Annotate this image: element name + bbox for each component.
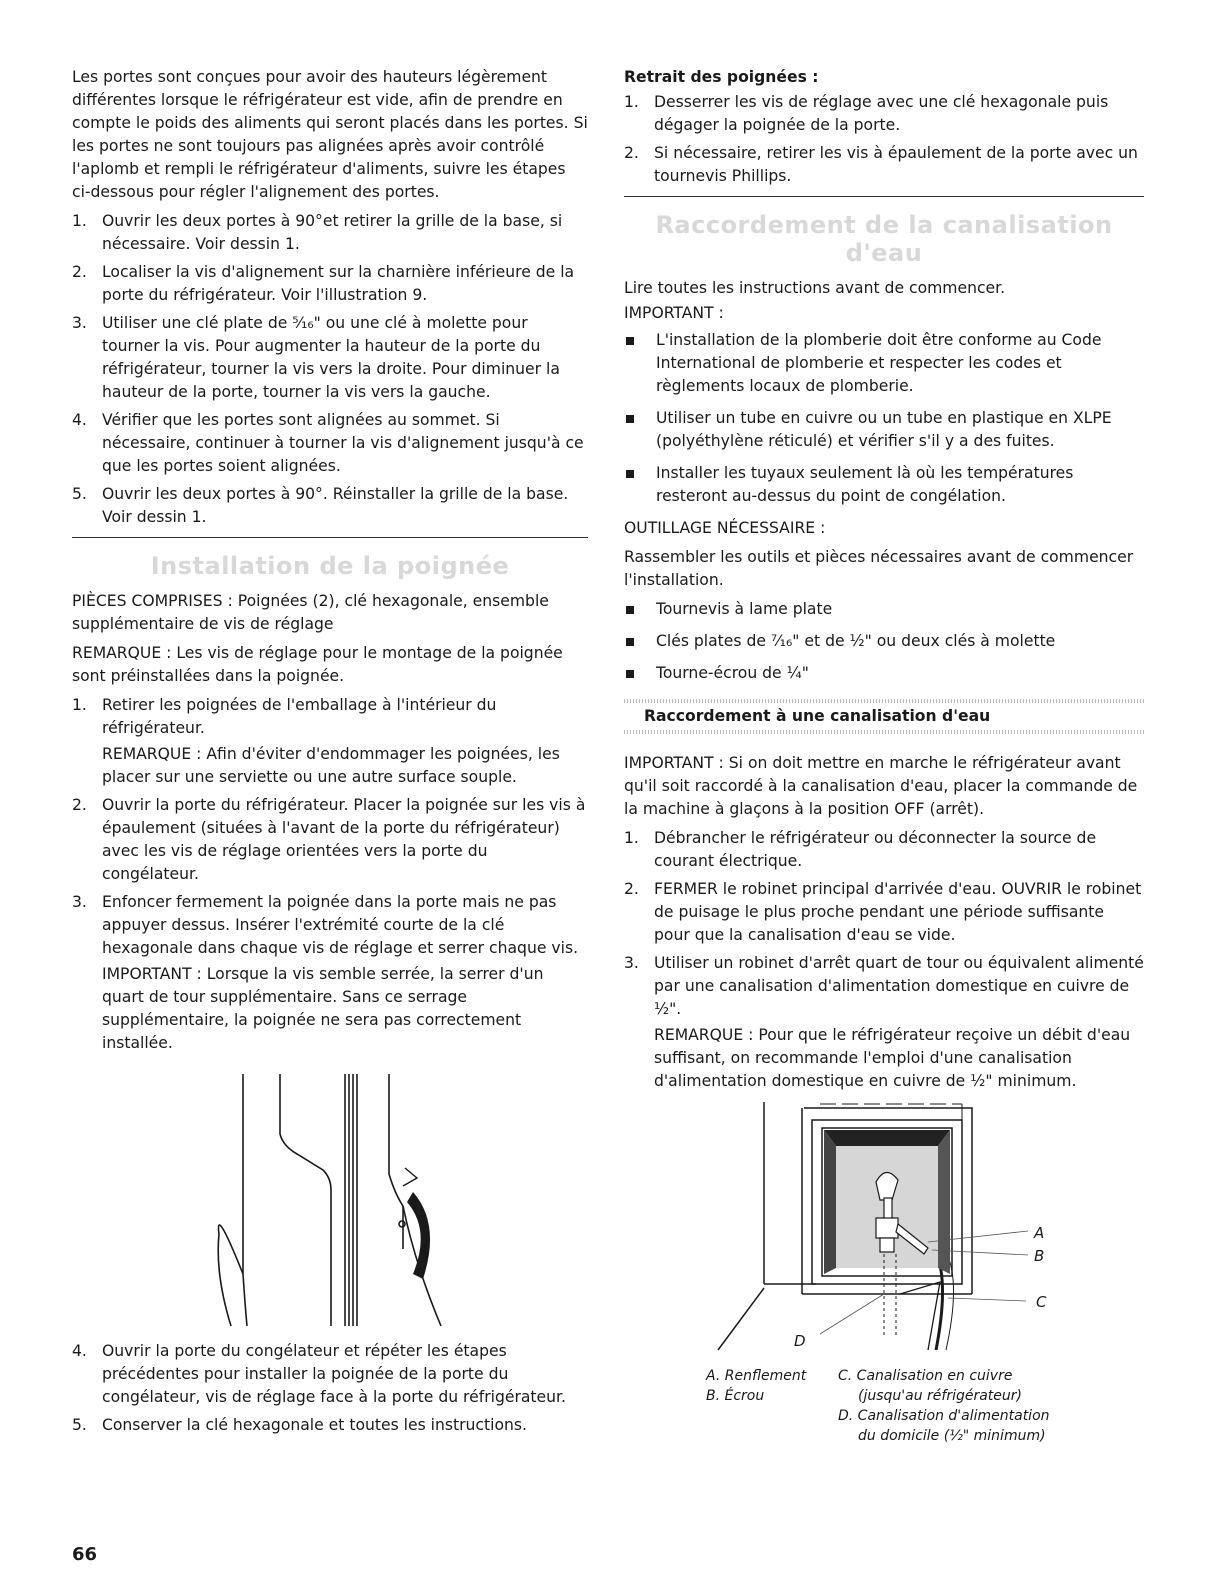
list-item: 2. FERMER le robinet principal d'arrivée d'eau. OUVRIR le robinet de puisage le plus proche pendant une période suffisante pour que la canalisation d'eau se vide.: [624, 880, 1142, 944]
figure-label-d: D: [794, 1332, 806, 1350]
handle-remark: REMARQUE : Les vis de réglage pour le montage de la poignée sont préinstallées dans la poignée.: [72, 644, 563, 685]
tools-intro: Rassembler les outils et pièces nécessaires avant de commencer l'installation.: [624, 548, 1134, 589]
water-section-title: Raccordement de la canalisation d'eau: [655, 211, 1113, 267]
figure-label-c: C: [1036, 1293, 1047, 1311]
figure-legend-right: [838, 1366, 1078, 1446]
right-column: [624, 66, 1144, 1098]
connect-important: IMPORTANT : Si on doit mettre en marche le réfrigérateur avant qu'il soit raccordé à la canalisation d'eau, placer la commande de la machine à glaçons à la position OFF (arrêt).: [624, 754, 1138, 818]
valve-drawing: [700, 1098, 1070, 1360]
handle-removal-steps: [624, 91, 1144, 188]
bullet-icon: [626, 470, 634, 478]
important-bullets: [624, 329, 1144, 508]
section-divider: [72, 537, 588, 538]
list-item: Tourne-écrou de ¼": [624, 662, 1144, 685]
door-alignment-intro: Les portes sont conçues pour avoir des hauteurs légèrement différentes lorsque le réfrigérateur est vide, afin de prendre en compte le poids des aliments qui seront placés dans les portes. Si les portes ne sont toujours pas alignées après avoir contrôlé l'aplomb et rempli le réfrigérateur d'aliments, suivre les étapes ci-dessous pour régler l'alignement des portes.: [72, 68, 588, 201]
list-item: 2. Localiser la vis d'alignement sur la charnière inférieure de la porte du réfrigérateur. Voir l'illustration 9.: [72, 263, 575, 304]
list-item: L'installation de la plomberie doit être conforme au Code International de plomberie et respecter les codes et règlements locaux de plomberie.: [624, 329, 1144, 398]
door-alignment-steps: [72, 210, 588, 529]
step-note: IMPORTANT : Lorsque la vis semble serrée, la serrer d'un quart de tour supplémentaire. Sans ce serrage supplémentaire, la poignée ne sera pas correctement installée.: [102, 965, 544, 1052]
list-item: 4. Ouvrir la porte du congélateur et répéter les étapes précédentes pour installer la poignée de la porte du congélateur, vis de réglage face à la porte du réfrigérateur.: [72, 1342, 566, 1406]
list-item: 1. Retirer les poignées de l'emballage à l'intérieur du réfrigérateur. REMARQUE : Afin d'éviter d'endommager les poignées, les placer sur une serviette ou une autre surface souple.: [72, 694, 588, 789]
bullet-icon: [626, 638, 634, 646]
list-item: Clés plates de ⁷⁄₁₆" et de ½" ou deux clés à molette: [624, 630, 1144, 653]
list-item: 3. Utiliser une clé plate de ⁵⁄₁₆" ou une clé à molette pour tourner la vis. Pour augmenter la hauteur de la porte du réfrigérateur, tourner la vis vers la droite. Pour diminuer la hauteur de la porte, tourner la vis vers la gauche.: [72, 314, 560, 401]
left-column: [72, 66, 588, 1060]
list-item: 4. Vérifier que les portes sont alignées au sommet. Si nécessaire, continuer à tourner la vis d'alignement jusqu'à ce que les portes soient alignées.: [72, 411, 584, 475]
tools-label: OUTILLAGE NÉCESSAIRE :: [624, 519, 826, 537]
water-valve-illustration: [700, 1098, 1070, 1360]
page-number: 66: [72, 1544, 98, 1565]
figure-label-a: A: [1034, 1224, 1045, 1242]
list-item: 5. Conserver la clé hexagonale et toutes les instructions.: [72, 1416, 527, 1434]
list-item: 1. Ouvrir les deux portes à 90°et retirer la grille de la base, si nécessaire. Voir dessin 1.: [72, 212, 563, 253]
figure-label-b: B: [1034, 1247, 1045, 1265]
handle-drawing: [205, 1074, 455, 1328]
list-item: 2. Si nécessaire, retirer les vis à épaulement de la porte avec un tournevis Phillips.: [624, 144, 1138, 185]
list-item: 1. Débrancher le réfrigérateur ou déconnecter la source de courant électrique.: [624, 829, 1097, 870]
handle-illustration: [205, 1074, 455, 1328]
figure-legend-left: [706, 1366, 834, 1406]
legend-item-d-detail: du domicile (½" minimum): [858, 1428, 1046, 1444]
section-divider: [624, 196, 1144, 197]
connect-steps: [624, 827, 1144, 1093]
list-item: 2. Ouvrir la porte du réfrigérateur. Placer la poignée sur les vis à épaulement (situées à l'avant de la porte du réfrigérateur) avec les vis de réglage orientées vers la porte du congélateur.: [72, 796, 586, 883]
handle-removal-title: Retrait des poignées :: [624, 68, 819, 86]
dotted-divider: [624, 730, 1144, 734]
legend-item-b: B. Écrou: [706, 1388, 765, 1404]
legend-item-c: C. Canalisation en cuivre: [838, 1368, 1013, 1384]
step-note: REMARQUE : Pour que le réfrigérateur reçoive un débit d'eau suffisant, on recommande l'emploi d'une canalisation d'alimentation domestique en cuivre de ½" minimum.: [654, 1026, 1131, 1090]
read-instructions: Lire toutes les instructions avant de commencer.: [624, 279, 1006, 297]
tools-list: [624, 598, 1144, 685]
legend-item-d: D. Canalisation d'alimentation: [838, 1408, 1050, 1424]
bullet-icon: [626, 337, 634, 345]
bullet-icon: [626, 606, 634, 614]
handle-steps-continued: [72, 1340, 588, 1442]
legend-item-c-detail: (jusqu'au réfrigérateur): [858, 1388, 1023, 1404]
list-item: 5. Ouvrir les deux portes à 90°. Réinstaller la grille de la base. Voir dessin 1.: [72, 485, 569, 526]
handle-section-title: Installation de la poignée: [150, 552, 510, 580]
bullet-icon: [626, 415, 634, 423]
list-item: Utiliser un tube en cuivre ou un tube en plastique en XLPE (polyéthylène réticulé) et vérifier s'il y a des fuites.: [624, 407, 1144, 453]
bullet-icon: [626, 670, 634, 678]
list-item: 3. Enfoncer fermement la poignée dans la porte mais ne pas appuyer dessus. Insérer l'extrémité courte de la clé hexagonale dans chaque vis de réglage et serrer chaque vis. IMPORTANT : Lorsque la vis semble serrée, la serrer d'un quart de tour supplémentaire. Sans ce serrage supplémentaire, la poignée ne sera pas correctement installée.: [72, 891, 588, 1055]
handle-steps: [72, 694, 588, 1055]
important-label: IMPORTANT :: [624, 304, 724, 322]
list-item: 3. Utiliser un robinet d'arrêt quart de tour ou équivalent alimenté par une canalisation d'alimentation domestique en cuivre de ½". REMARQUE : Pour que le réfrigérateur reçoive un débit d'eau suffisant, on recommande l'emploi d'une canalisation d'alimentation domestique en cuivre de ½" minimum.: [624, 952, 1144, 1093]
list-item: 1. Desserrer les vis de réglage avec une clé hexagonale puis dégager la poignée de la porte.: [624, 93, 1109, 134]
list-item: Installer les tuyaux seulement là où les températures resteront au-dessus du point de congélation.: [624, 462, 1144, 508]
parts-included: PIÈCES COMPRISES : Poignées (2), clé hexagonale, ensemble supplémentaire de vis de réglage: [72, 592, 549, 633]
list-item: Tournevis à lame plate: [624, 598, 1144, 621]
step-note: REMARQUE : Afin d'éviter d'endommager les poignées, les placer sur une serviette ou une autre surface souple.: [102, 745, 560, 786]
legend-item-a: A. Renflement: [706, 1368, 807, 1384]
connect-subtitle: Raccordement à une canalisation d'eau: [644, 707, 991, 725]
